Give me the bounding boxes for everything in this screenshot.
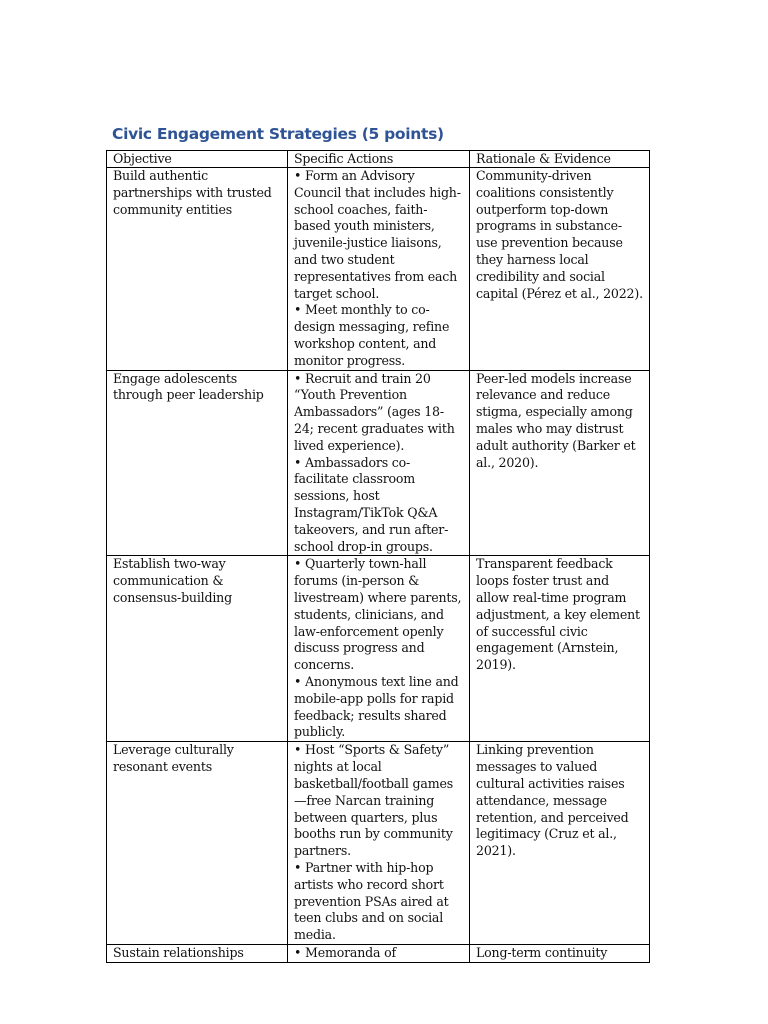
action-item: • Recruit and train 20 “Youth Prevention Ambassadors” (ages 18-24; recent graduates with lived experience). [294,370,455,453]
actions-cell [288,742,470,945]
action-item: • Meet monthly to co-design messaging, refine workshop content, and monitor progress. [294,302,450,368]
objective-cell: Leverage culturally resonant events [107,742,288,945]
strategies-table [106,150,650,963]
table-row [107,168,650,371]
action-item: • Ambassadors co-facilitate classroom sessions, host Instagram/TikTok Q&A takeovers, and run after-school drop-in groups. [294,454,449,554]
column-header-rationale: Rationale & Evidence [470,151,650,168]
table-row [107,944,650,962]
rationale-cell: Peer-led models increase relevance and reduce stigma, especially among males who may distrust adult authority (Barker et al., 2020). [470,370,650,556]
objective-cell: Build authentic partnerships with trusted community entities [107,168,288,371]
actions-cell [288,168,470,371]
table-header-row [107,151,650,168]
table-row [107,556,650,742]
action-item: • Memoranda of [294,944,396,960]
table-row [107,370,650,556]
rationale-cell: Community-driven coalitions consistently outperform top-down programs in substance-use prevention because they harness local credibility and social capital (Pérez et al., 2022). [470,168,650,371]
rationale-cell: Transparent feedback loops foster trust and allow real-time program adjustment, a key element of successful civic engagement (Arnstein, 2019). [470,556,650,742]
table-row [107,742,650,945]
rationale-cell: Linking prevention messages to valued cultural activities raises attendance, message retention, and perceived legitimacy (Cruz et al., 2021). [470,742,650,945]
action-item: • Quarterly town-hall forums (in-person & livestream) where parents, students, clinicians, and law-enforcement openly discuss progress and concerns. [294,556,462,673]
action-item: • Form an Advisory Council that includes high-school coaches, faith-based youth ministers, juvenile-justice liaisons, and two student representatives from each target school. [294,168,461,301]
column-header-actions: Specific Actions [288,151,470,168]
actions-cell [288,370,470,556]
actions-cell [288,944,470,962]
objective-cell: Engage adolescents through peer leadership [107,370,288,556]
action-item: • Anonymous text line and mobile-app polls for rapid feedback; results shared publicly. [294,673,459,740]
action-item: • Host “Sports & Safety” nights at local basketball/football games—free Narcan training between quarters, plus booths run by community partners. [294,742,453,859]
objective-cell: Sustain relationships [107,944,288,962]
action-item: • Partner with hip-hop artists who record short prevention PSAs aired at teen clubs and on social media. [294,859,449,943]
rationale-cell: Long-term continuity [470,944,650,962]
actions-cell [288,556,470,742]
objective-cell: Establish two-way communication & consensus-building [107,556,288,742]
section-heading: Civic Engagement Strategies (5 points) [112,125,444,143]
column-header-objective: Objective [107,151,288,168]
